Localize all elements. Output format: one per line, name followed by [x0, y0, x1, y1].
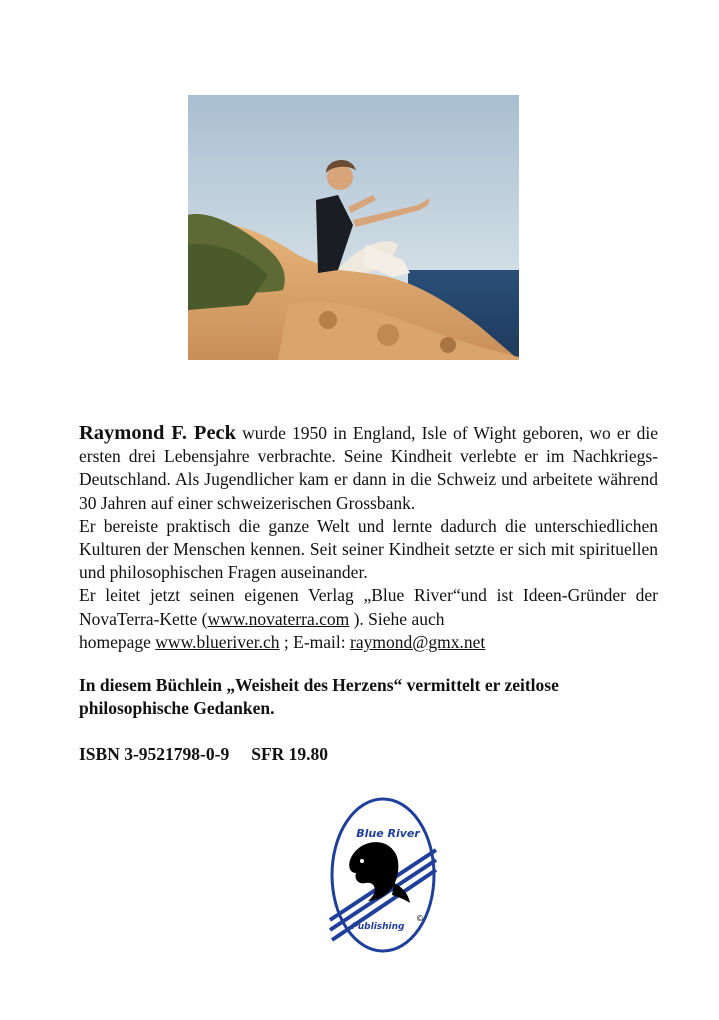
email-link[interactable]: raymond@gmx.net [350, 631, 486, 652]
author-photo-image [188, 95, 519, 360]
bio-paragraph-2: Er bereiste praktisch die ganze Welt und lernte dadurch die unterschiedlichen Kulturen der Menschen kennen. Seit seiner Kindheit setzte er sich mit spirituellen und philosophischen Fragen auseinander. [79, 515, 658, 583]
isbn-price-line [79, 744, 328, 765]
author-photo [188, 95, 519, 360]
author-name: Raymond F. Peck [79, 422, 237, 444]
blueriver-link[interactable]: www.blueriver.ch [155, 631, 280, 652]
blurb-line-2: philosophische Gedanken. [79, 698, 275, 718]
logo-copyright: © [416, 914, 424, 923]
logo-bottom-text: Publishing [351, 922, 405, 932]
bio-contact-line [79, 631, 658, 654]
blue-river-logo-icon [328, 795, 438, 955]
bio-paragraph-1 [79, 422, 658, 515]
bio-intro-text: wurde 1950 in England, Isle of Wight geboren, wo er die ersten drei Lebensjahre verbrachte. Seine Kindheit verlebte er im Nachkriegs-Deutschland. Als Jugendlicher kam er dann in die Schweiz und arbeitete während 30 Jahren auf einer schweizerischen Grossbank. [79, 423, 658, 513]
logo-top-text: Blue River [356, 827, 420, 840]
publisher-logo [328, 795, 438, 955]
book-price: SFR 19.80 [251, 744, 329, 764]
book-blurb [79, 674, 679, 720]
author-biography [79, 422, 658, 654]
isbn-number: ISBN 3-9521798-0-9 [79, 744, 230, 764]
bio-see-also-text: ). Siehe auch [349, 608, 445, 629]
email-label: ; E-mail: [279, 631, 351, 652]
blurb-line-1: In diesem Büchlein „Weisheit des Herzens“ vermittelt er zeitlose [79, 675, 559, 695]
novaterra-link[interactable]: www.novaterra.com [207, 608, 350, 629]
bio-publisher-text: Er leitet jetzt seinen eigenen Verlag „Blue River“und ist Ideen-Gründer der NovaTerra-Kette ( [79, 585, 658, 629]
bio-paragraph-3 [79, 584, 658, 630]
homepage-label: homepage [79, 631, 156, 652]
